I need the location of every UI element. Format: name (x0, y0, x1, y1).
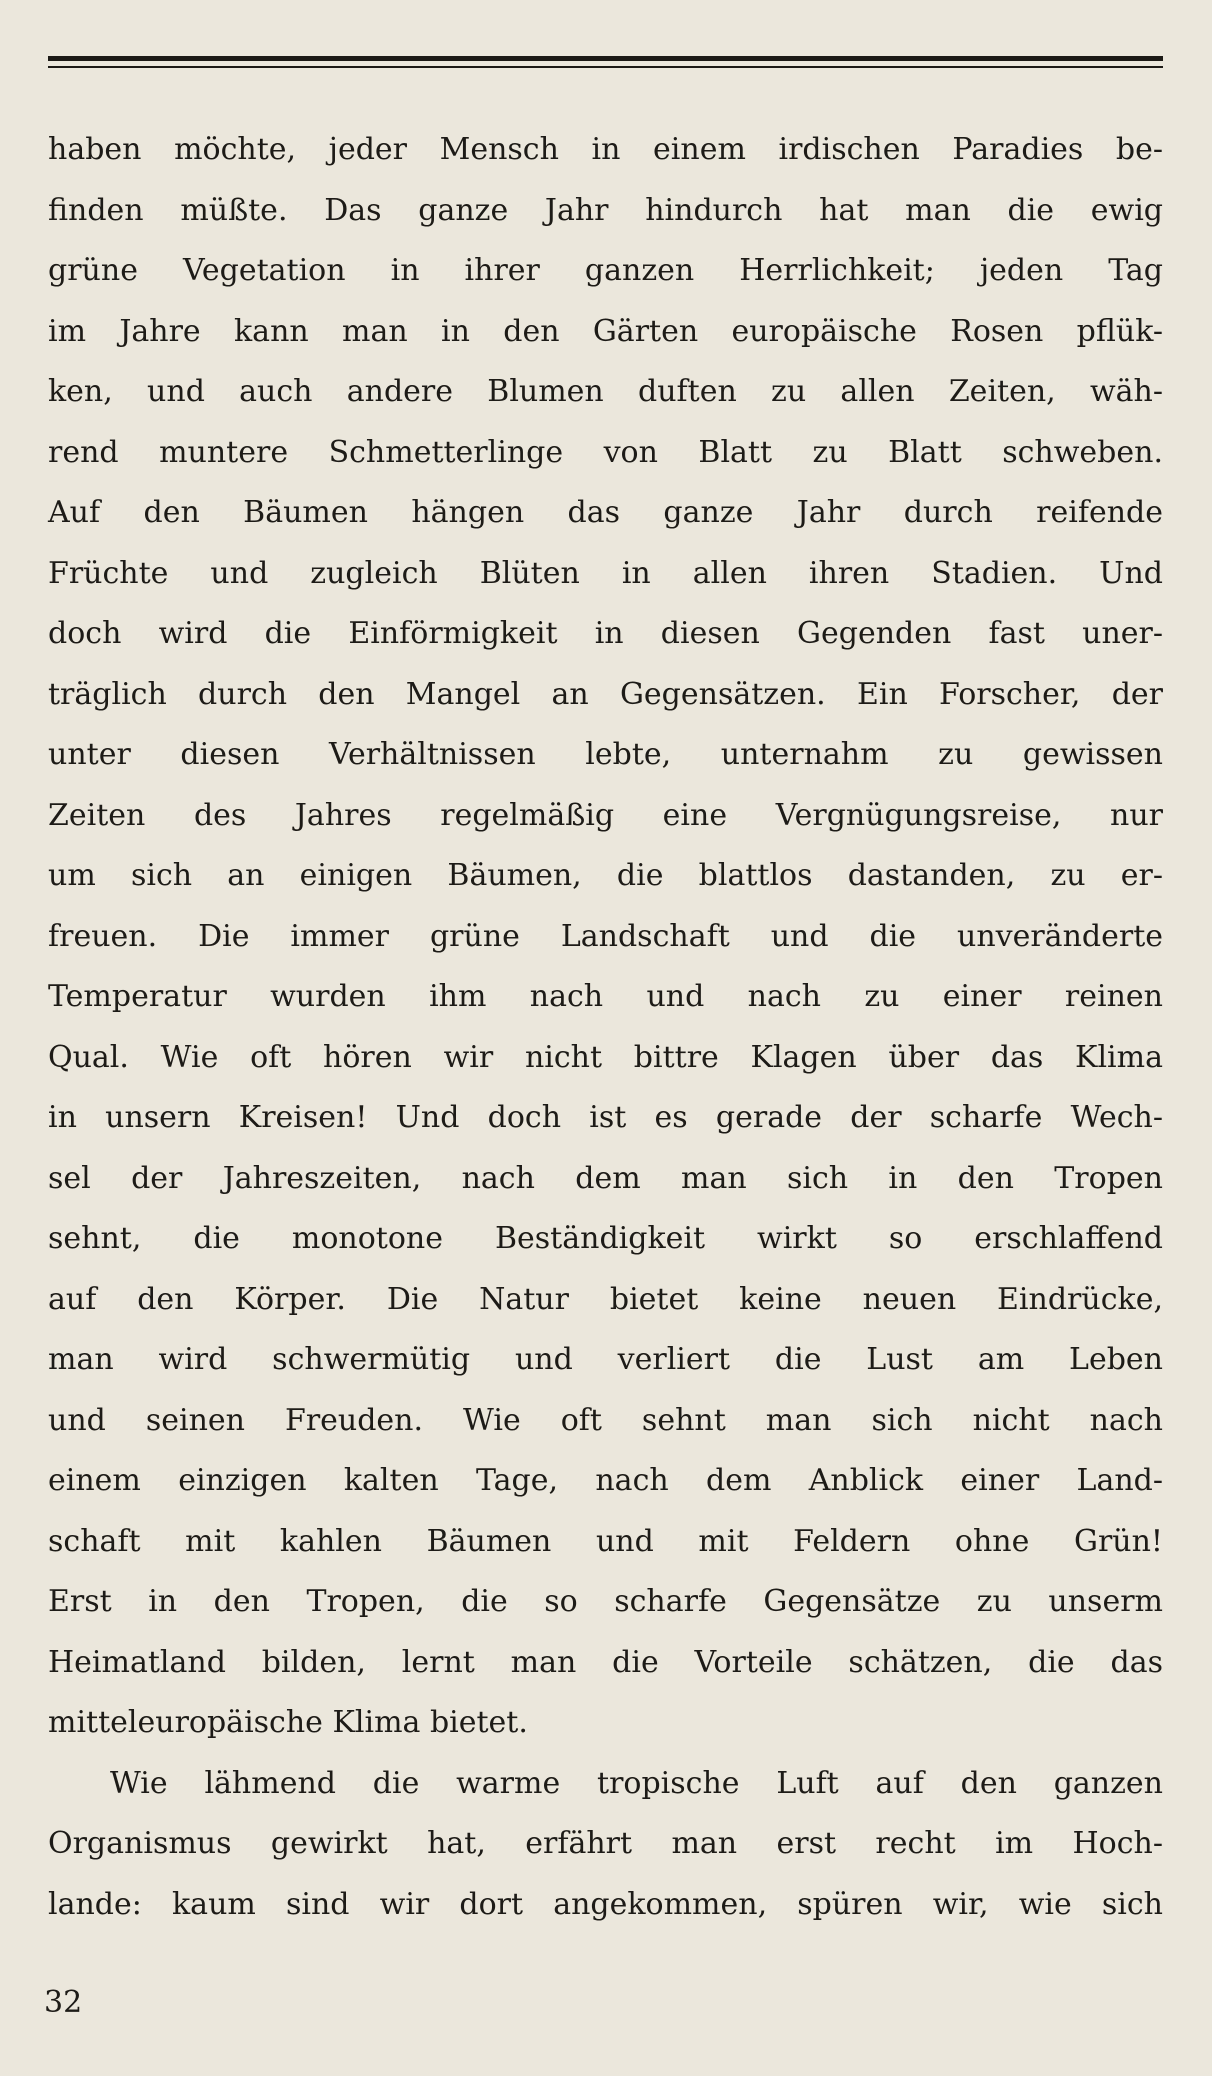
text-line: doch wird die Einförmigkeit in diesen Gegenden fast uner- (48, 616, 1163, 651)
text-line: und seinen Freuden. Wie oft sehnt man sich nicht nach (48, 1402, 1163, 1438)
text-line: Heimatland bilden, lernt man die Vorteile schätzen, die das (48, 1644, 1163, 1680)
text-line: auf den Körper. Die Natur bietet keine neuen Eindrücke, (48, 1281, 1163, 1317)
header-rule-thin (48, 66, 1163, 68)
text-line: schaft mit kahlen Bäumen und mit Feldern ohne Grün! (48, 1523, 1163, 1559)
text-line: finden müßte. Das ganze Jahr hindurch hat man die ewig (48, 192, 1163, 228)
text-line: sel der Jahreszeiten, nach dem man sich in den Tropen (48, 1160, 1163, 1196)
text-line: Organismus gewirkt hat, erfährt man erst recht im Hoch- (48, 1826, 1163, 1861)
text-line: haben möchte, jeder Mensch in einem irdischen Paradies be- (48, 132, 1163, 167)
text-line: Qual. Wie oft hören wir nicht bittre Klagen über das Klima (48, 1039, 1163, 1075)
text-line: Erst in den Tropen, die so scharfe Gegensätze zu unserm (48, 1584, 1163, 1619)
text-line: freuen. Die immer grüne Landschaft und die unveränderte (48, 918, 1163, 954)
text-line: Temperatur wurden ihm nach und nach zu einer reinen (48, 979, 1163, 1014)
text-line: unter diesen Verhältnissen lebte, unternahm zu gewissen (48, 737, 1163, 772)
text-line: träglich durch den Mangel an Gegensätzen. Ein Forscher, der (48, 676, 1163, 712)
text-line: man wird schwermütig und verliert die Lust am Leben (48, 1342, 1163, 1377)
text-line: lande: kaum sind wir dort angekommen, spüren wir, wie sich (48, 1886, 1163, 1922)
body-text (48, 120, 1163, 1935)
text-line: ken, und auch andere Blumen duften zu allen Zeiten, wäh- (48, 374, 1163, 409)
text-line: sehnt, die monotone Beständigkeit wirkt so erschlaffend (48, 1221, 1163, 1256)
page-number: 32 (44, 1985, 83, 2020)
text-line: grüne Vegetation in ihrer ganzen Herrlichkeit; jeden Tag (48, 253, 1163, 288)
text-line: einem einzigen kalten Tage, nach dem Anblick einer Land- (48, 1463, 1163, 1498)
text-line: um sich an einigen Bäumen, die blattlos dastanden, zu er- (48, 858, 1163, 893)
text-line: im Jahre kann man in den Gärten europäische Rosen pflük- (48, 313, 1163, 349)
text-line: Früchte und zugleich Blüten in allen ihren Stadien. Und (48, 555, 1163, 591)
text-line: in unsern Kreisen! Und doch ist es gerade der scharfe Wech- (48, 1100, 1163, 1135)
text-line: rend muntere Schmetterlinge von Blatt zu Blatt schweben. (48, 434, 1163, 470)
text-line: Wie lähmend die warme tropische Luft auf den ganzen (110, 1765, 1163, 1801)
text-line: mitteleuropäische Klima bietet. (48, 1705, 528, 1740)
text-line: Zeiten des Jahres regelmäßig eine Vergnügungsreise, nur (48, 797, 1163, 833)
text-line: Auf den Bäumen hängen das ganze Jahr durch reifende (48, 495, 1163, 530)
header-rule-thick (48, 56, 1163, 61)
